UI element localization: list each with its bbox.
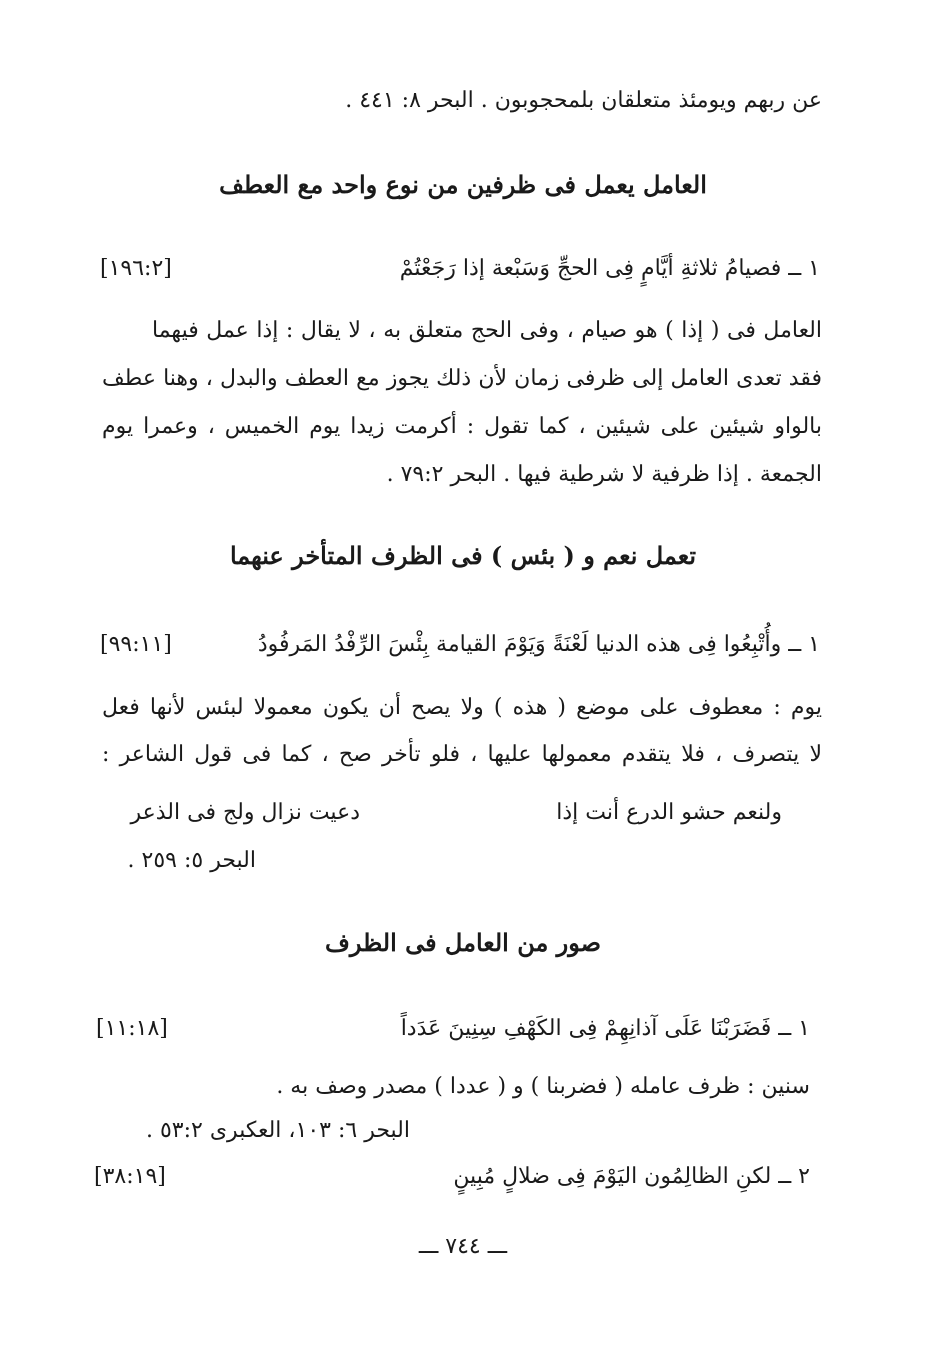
section-heading-3: صور من العامل فى الظرف <box>324 928 602 957</box>
verse-1: ١ ــ فصيامُ ثلاثةِ أيَّامٍ فِى الحجِّ وَسَبْعة إذا رَجَعْتُمْ <box>399 256 820 281</box>
paragraph-1-line-4: الجمعة . إذا ظرفية لا شرطية فيها . البحر ٧٩:٢ . <box>386 462 822 487</box>
paragraph-3-line-1: سنين : ظرف عامله ( فضربنا ) و ( عددا ) مصدر وصف به . <box>276 1074 810 1099</box>
section-heading-1: العامل يعمل فى ظرفين من نوع واحد مع العطف <box>219 170 707 199</box>
paragraph-2-line-1: يوم : معطوف على موضع ( هذه ) ولا يصح أن يكون معمولا لبئس لأنها فعل <box>102 695 822 720</box>
verse-3: ١ ــ فَضَرَبْنَا عَلَى آذانِهِمْ فِى الكَهْفِ سِنِينَ عَدَداً <box>400 1016 810 1041</box>
poem-second-hemistich: دعيت نزال ولج فى الذعر <box>130 800 360 825</box>
paragraph-1-line-2: فقد تعدى العامل إلى ظرفى زمان لأن ذلك يجوز مع العطف والبدل ، وهنا عطف <box>102 366 822 391</box>
paragraph-3-line-2: البحر ٦: ١٠٣، العكبرى ٥٣:٢ . <box>145 1118 410 1143</box>
page-number: ـــ ٧٤٤ ـــ <box>418 1234 508 1259</box>
continuation-line: عن ربهم ويومئذ متعلقان بلمحجوبون . البحر ٨: ٤٤١ . <box>345 88 822 113</box>
verse-2-reference: [٩٩:١١] <box>100 632 172 657</box>
verse-3-reference: [١١:١٨] <box>96 1016 168 1041</box>
verse-4-reference: [٣٨:١٩] <box>94 1164 166 1189</box>
verse-4: ٢ ــ لكنِ الظالِمُون اليَوْمَ فِى ضلالٍ مُبِينٍ <box>453 1164 810 1189</box>
verse-1-reference: [١٩٦:٢] <box>100 256 172 281</box>
paragraph-1-line-3: بالواو شيئين على شيئين ، كما تقول : أكرمت زيدا يوم الخميس ، وعمرا يوم <box>102 414 822 439</box>
paragraph-1-line-1: العامل فى ( إذا ) هو صيام ، وفى الحج متعلق به ، لا يقال : إذا عمل فيهما <box>152 318 822 343</box>
paragraph-2-reference: البحر ٥: ٢٥٩ . <box>127 848 256 873</box>
section-heading-2: تعمل نعم و ( بئس ) فى الظرف المتأخر عنهما <box>229 541 697 570</box>
verse-2: ١ ــ وأُتْبِعُوا فِى هذه الدنيا لَعْنَةً وَيَوْمَ القيامة بِئْسَ الرِّفْدُ المَرفُودُ <box>257 632 820 657</box>
poem-first-hemistich: ولنعم حشو الدرع أنت إذا <box>556 800 782 825</box>
paragraph-2-line-2: لا يتصرف ، فلا يتقدم معمولها عليها ، فلو تأخر صح ، كما فى قول الشاعر : <box>102 742 822 767</box>
